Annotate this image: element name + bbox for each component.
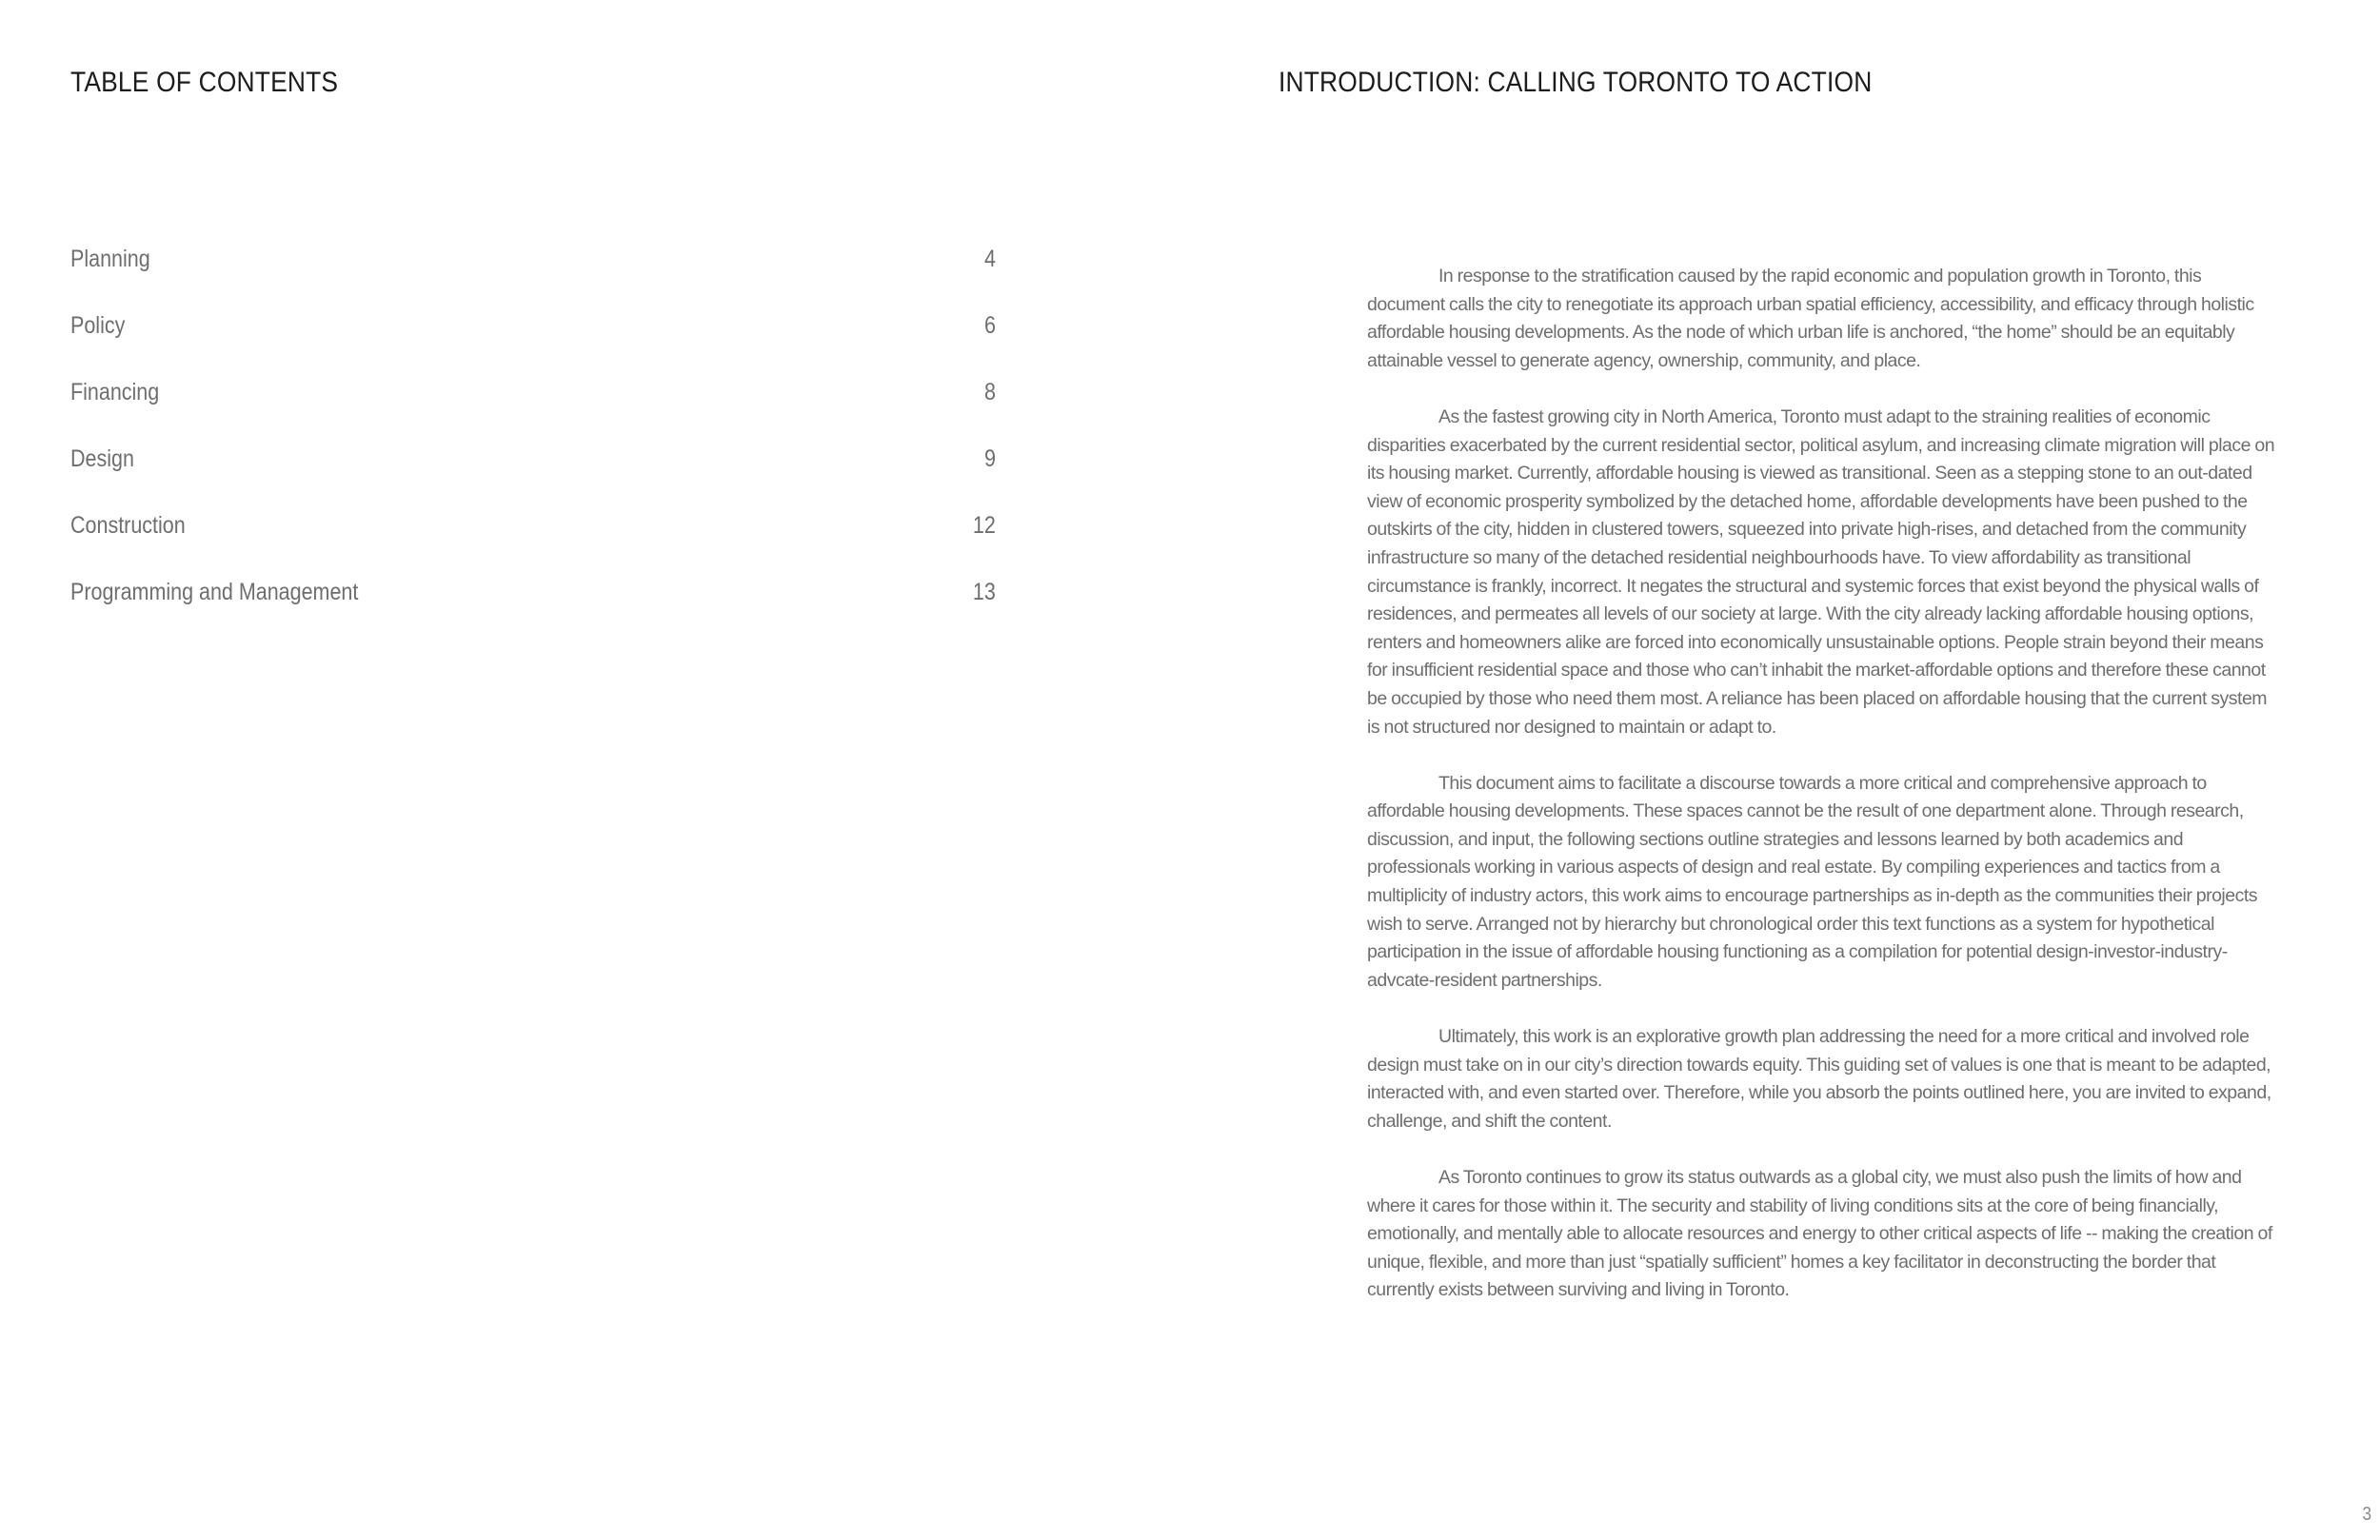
page-number: 3	[2362, 1504, 2371, 1525]
toc-entry-page: 9	[984, 445, 996, 472]
toc-entry[interactable]	[70, 445, 996, 512]
body-paragraph: As Toronto continues to grow its status outwards as a global city, we must also push the limits of how and where it cares for those within it. The security and stability of living conditions sits at the core of being financially, emotionally, and mentally able to allocate resources and energy to other critical aspects of life -- making the creation of unique, flexible, and more than just “spatially sufficient” homes a key facilitator in deconstructing the border that currently exists between surviving and living in Toronto.	[1367, 1167, 2272, 1301]
toc-entry-title: Policy	[70, 312, 126, 339]
table-of-contents	[70, 246, 996, 645]
toc-entry-page: 12	[973, 512, 996, 539]
toc-entry[interactable]	[70, 246, 996, 312]
toc-entry[interactable]	[70, 312, 996, 379]
right-page	[1190, 0, 2380, 1540]
toc-entry-page: 4	[984, 246, 996, 272]
introduction-heading: INTRODUCTION: CALLING TORONTO TO ACTION	[1279, 67, 1873, 98]
body-paragraph: This document aims to facilitate a discourse towards a more critical and comprehensive approach to affordable housing developments. These spaces cannot be the result of one department alone. Through research, discussion, and input, the following sections outline strategies and lessons learned by both academics and professionals working in various aspects of design and real estate. By compiling experiences and tactics from a multiplicity of industry actors, this work aims to encourage partnerships as in-depth as the communities their projects wish to serve. Arranged not by hierarchy but chronological order this text functions as a system for hypothetical participation in the issue of affordable housing functioning as a compilation for potential design-investor-industry-advcate-resident partnerships.	[1367, 772, 2258, 991]
toc-heading: TABLE OF CONTENTS	[70, 67, 339, 98]
toc-entry[interactable]	[70, 579, 996, 645]
toc-entry[interactable]	[70, 379, 996, 445]
toc-entry-title: Financing	[70, 379, 160, 405]
toc-entry-page: 8	[984, 379, 996, 405]
toc-entry-title: Construction	[70, 512, 186, 539]
body-paragraph: As the fastest growing city in North America, Toronto must adapt to the straining realities of economic disparities exacerbated by the current residential sector, political asylum, and increasing climate migration will place on its housing market. Currently, affordable housing is viewed as transitional. Seen as a stepping stone to an out-dated view of economic prosperity symbolized by the detached home, affordable developments have been pushed to the outskirts of the city, hidden in clustered towers, squeezed into private high-rises, and detached from the community infrastructure so many of the detached residential neighbourhoods have. To view affordability as transitional circumstance is frankly, incorrect. It negates the structural and systemic forces that exist beyond the physical walls of residences, and permeates all levels of our society at large. With the city already lacking affordable housing options, renters and homeowners alike are forced into economically unsustainable options. People strain beyond their means for insufficient residential space and those who can’t inhabit the market-affordable options and therefore these cannot be occupied by those who need them most. A reliance has been placed on affordable housing that the current system is not structured nor designed to maintain or adapt to.	[1367, 405, 2275, 738]
toc-entry-title: Programming and Management	[70, 579, 359, 605]
body-paragraph: In response to the stratification caused by the rapid economic and population growth in Toronto, this document calls the city to renegotiate its approach urban spatial efficiency, accessibility, and efficacy through holistic affordable housing developments. As the node of which urban life is anchored, “the home” should be an equitably attainable vessel to generate agency, ownership, community, and place.	[1367, 266, 2254, 371]
toc-entry-page: 13	[973, 579, 996, 605]
toc-entry-title: Design	[70, 445, 134, 472]
body-paragraph: Ultimately, this work is an explorative growth plan addressing the need for a more critical and involved role design must take on in our city’s direction towards equity. This guiding set of values is one that is meant to be adapted, interacted with, and even started over. Therefore, while you absorb the points outlined here, you are invited to expand, challenge, and shift the content.	[1367, 1026, 2271, 1132]
introduction-body	[1367, 263, 2281, 1333]
toc-entry-page: 6	[984, 312, 996, 339]
toc-entry[interactable]	[70, 512, 996, 579]
toc-entry-title: Planning	[70, 246, 150, 272]
